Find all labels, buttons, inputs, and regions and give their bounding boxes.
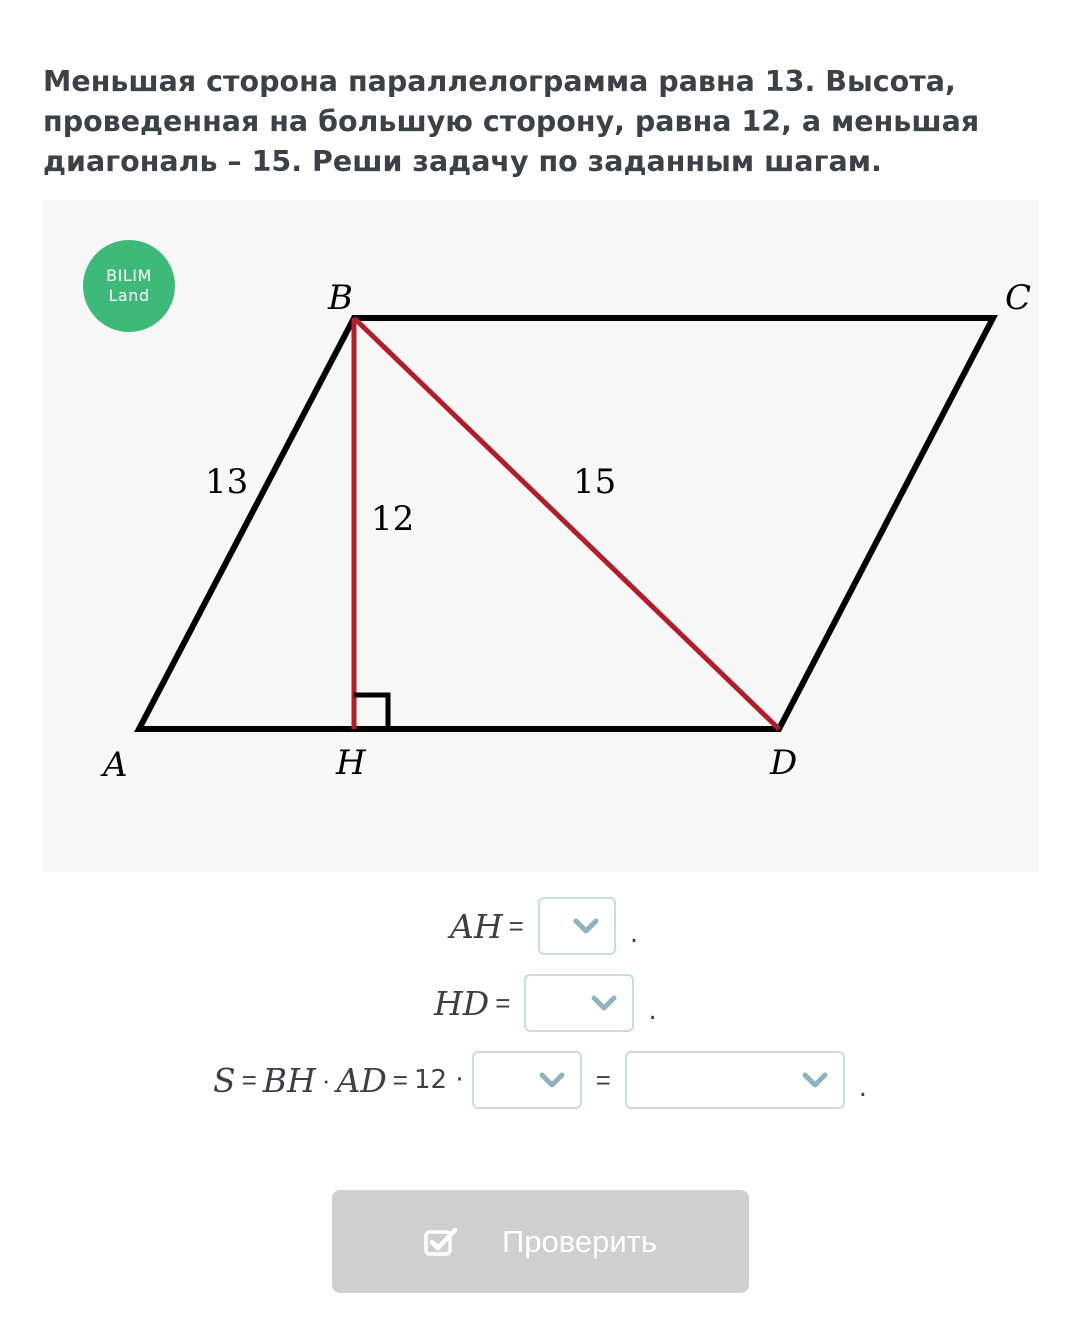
ad-answer-dropdown[interactable] — [472, 1051, 582, 1109]
logo-line-1: BILIM — [106, 266, 152, 285]
equals-sign: = — [595, 1064, 611, 1095]
chevron-down-icon — [538, 1070, 566, 1090]
ah-answer-dropdown[interactable] — [538, 897, 616, 955]
vertex-c-label: C — [1005, 278, 1032, 318]
vertex-a-label: A — [103, 745, 128, 785]
period: . — [648, 996, 657, 1026]
logo-line-2: Land — [108, 286, 150, 305]
factor-12: 12 · — [413, 1065, 464, 1095]
chevron-down-icon — [801, 1070, 829, 1090]
step-row-ah — [450, 896, 638, 956]
bh-label: BH — [262, 1060, 316, 1100]
right-angle-mark — [354, 695, 388, 729]
length-ab-label: 13 — [205, 462, 249, 502]
step-row-hd — [434, 973, 657, 1033]
ah-label: AH — [450, 906, 503, 946]
area-answer-dropdown[interactable] — [625, 1051, 845, 1109]
equals-sign: = — [495, 987, 511, 1018]
period: . — [858, 1073, 868, 1103]
length-bh-label: 12 — [371, 499, 415, 539]
vertex-h-label: H — [336, 743, 366, 783]
period: . — [629, 919, 639, 949]
vertex-b-label: B — [328, 278, 353, 318]
check-button-label: Проверить — [501, 1223, 658, 1259]
question-text: Меньшая сторона параллелограмма равна 13. Высота, проведенная на большую сторону, равна 12, а меньшая диагональ – 15. Реши задачу по заданным шагам. — [43, 65, 980, 178]
checkbox-check-icon — [424, 1227, 458, 1257]
chevron-down-icon — [572, 916, 600, 936]
multiply-dot: · — [321, 1064, 331, 1095]
equals-sign: = — [241, 1064, 257, 1095]
ad-label: AD — [336, 1060, 387, 1100]
step-row-area — [213, 1050, 867, 1110]
chevron-down-icon — [590, 993, 618, 1013]
figure-panel — [43, 200, 1038, 872]
hd-answer-dropdown[interactable] — [524, 974, 634, 1032]
vertex-d-label: D — [770, 743, 798, 783]
s-label: S — [213, 1060, 236, 1100]
check-button[interactable] — [332, 1190, 749, 1293]
length-bd-label: 15 — [573, 462, 617, 502]
parallelogram-diagram — [43, 200, 1038, 872]
equals-sign: = — [392, 1064, 408, 1095]
diagonal-bd — [354, 318, 779, 729]
equals-sign: = — [508, 910, 524, 941]
hd-label: HD — [434, 983, 490, 1023]
